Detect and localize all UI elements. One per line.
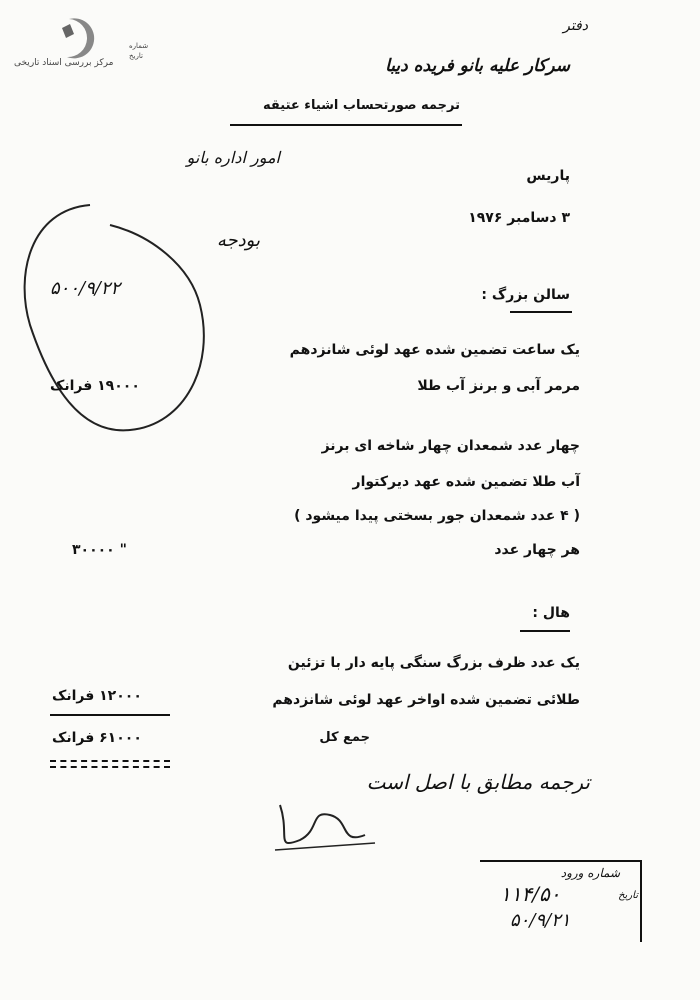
recipient-line: سرکار علیه بانو فریده دیبا [385, 56, 570, 76]
registration-stamp [480, 860, 642, 942]
annotation-line-1: امور اداره بانو [186, 148, 280, 167]
date: ۳ دسامبر ۱۹۷۶ [468, 210, 570, 226]
section-heading-hall: هال : [532, 605, 570, 621]
item-line: یک ساعت تضمین شده عهد لوئی شانزدهم [289, 342, 580, 358]
item-price: ۱۹۰۰۰ فرانک [50, 378, 140, 394]
title-underline [230, 124, 462, 126]
item-line: طلائی تضمین شده اواخر عهد لوئی شانزدهم [272, 692, 580, 708]
office-label: دفتر [563, 18, 588, 34]
item-line: ( ۴ عدد شمعدان جور بسختی پیدا میشود ) [294, 508, 580, 524]
item-price: ۳۰۰۰۰ " [72, 542, 127, 558]
city: پاریس [526, 168, 570, 184]
total-price: ۶۱۰۰۰ فرانک [52, 730, 142, 746]
section-heading-salon: سالن بزرگ : [481, 287, 570, 303]
archive-emblem-icon [14, 14, 104, 64]
stamp-line-1: شماره ورود [560, 866, 620, 880]
total-double-rule [50, 760, 170, 762]
hall-heading-underline [520, 630, 570, 632]
item-line: هر چهار عدد [494, 542, 580, 558]
translation-certification: ترجمه مطابق با اصل است [366, 770, 590, 794]
item-line: چهار عدد شمعدان چهار شاخه ای برنز [321, 438, 580, 454]
salon-heading-underline [510, 311, 572, 313]
stamp-line-2: ۱۱۴/۵۰ [500, 882, 561, 906]
archive-logo [14, 14, 154, 74]
annotation-loop-stroke [10, 195, 225, 445]
logo-small-date: تاریخ [129, 52, 143, 60]
annotation-number: ۵۰۰/۹/۲۲ [50, 278, 121, 299]
stamp-line-3: تاریخ [618, 890, 638, 901]
document-title: ترجمه صورتحساب اشیاء عتیقه [263, 98, 460, 113]
annotation-line-2: بودجه [216, 230, 260, 251]
item-line: مرمر آبی و برنز آب طلا [417, 378, 580, 394]
item-line: آب طلا تضمین شده عهد دیرکتوار [352, 474, 580, 490]
total-label: جمع کل [319, 730, 370, 745]
item-line: یک عدد ظرف بزرگ سنگی پایه دار با تزئین [287, 655, 580, 671]
signature-scribble [270, 795, 380, 855]
stamp-line-4: ۵۰/۹/۲۱ [510, 910, 571, 931]
logo-small-number: شماره [129, 42, 149, 50]
total-double-rule [50, 766, 170, 768]
item-price: ۱۲۰۰۰ فرانک [52, 688, 142, 704]
sum-rule [50, 714, 170, 716]
archive-logo-text: مرکز بررسی اسناد تاریخی [14, 58, 114, 68]
